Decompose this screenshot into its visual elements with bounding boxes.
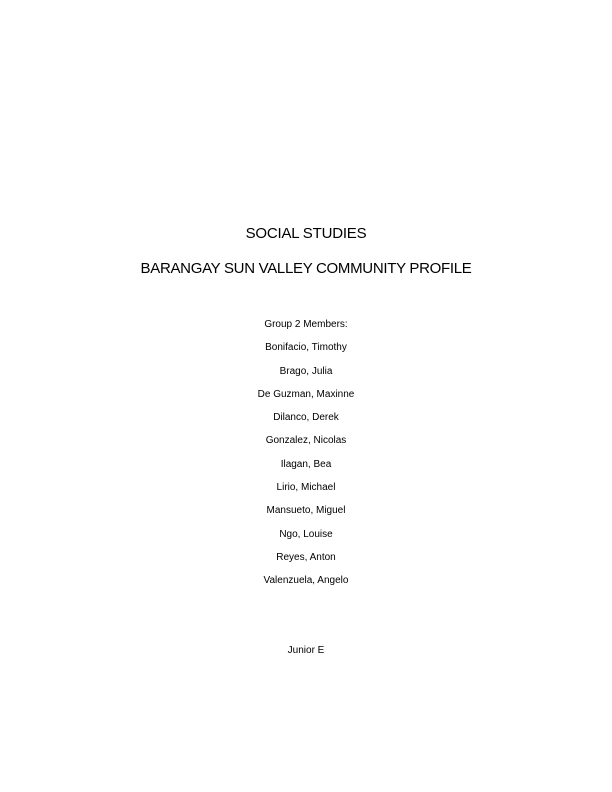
member-name: Bonifacio, Timothy bbox=[265, 342, 347, 354]
group-label: Group 2 Members: bbox=[264, 319, 348, 330]
members-list bbox=[0, 318, 612, 598]
member-name: Valenzuela, Angelo bbox=[263, 575, 349, 587]
subject-heading: SOCIAL STUDIES bbox=[245, 225, 367, 242]
class-section: Junior E bbox=[287, 645, 325, 656]
member-name: Dilanco, Derek bbox=[273, 412, 339, 424]
member-name: Lirio, Michael bbox=[276, 482, 336, 494]
member-name: Ngo, Louise bbox=[279, 528, 333, 540]
member-name: Mansueto, Miguel bbox=[266, 505, 346, 517]
member-name: De Guzman, Maxinne bbox=[257, 388, 355, 400]
member-name: Brago, Julia bbox=[279, 365, 333, 377]
member-name: Ilagan, Bea bbox=[280, 458, 332, 470]
member-name: Gonzalez, Nicolas bbox=[265, 435, 347, 447]
member-name: Reyes, Anton bbox=[276, 551, 336, 563]
document-title: BARANGAY SUN VALLEY COMMUNITY PROFILE bbox=[140, 260, 472, 277]
